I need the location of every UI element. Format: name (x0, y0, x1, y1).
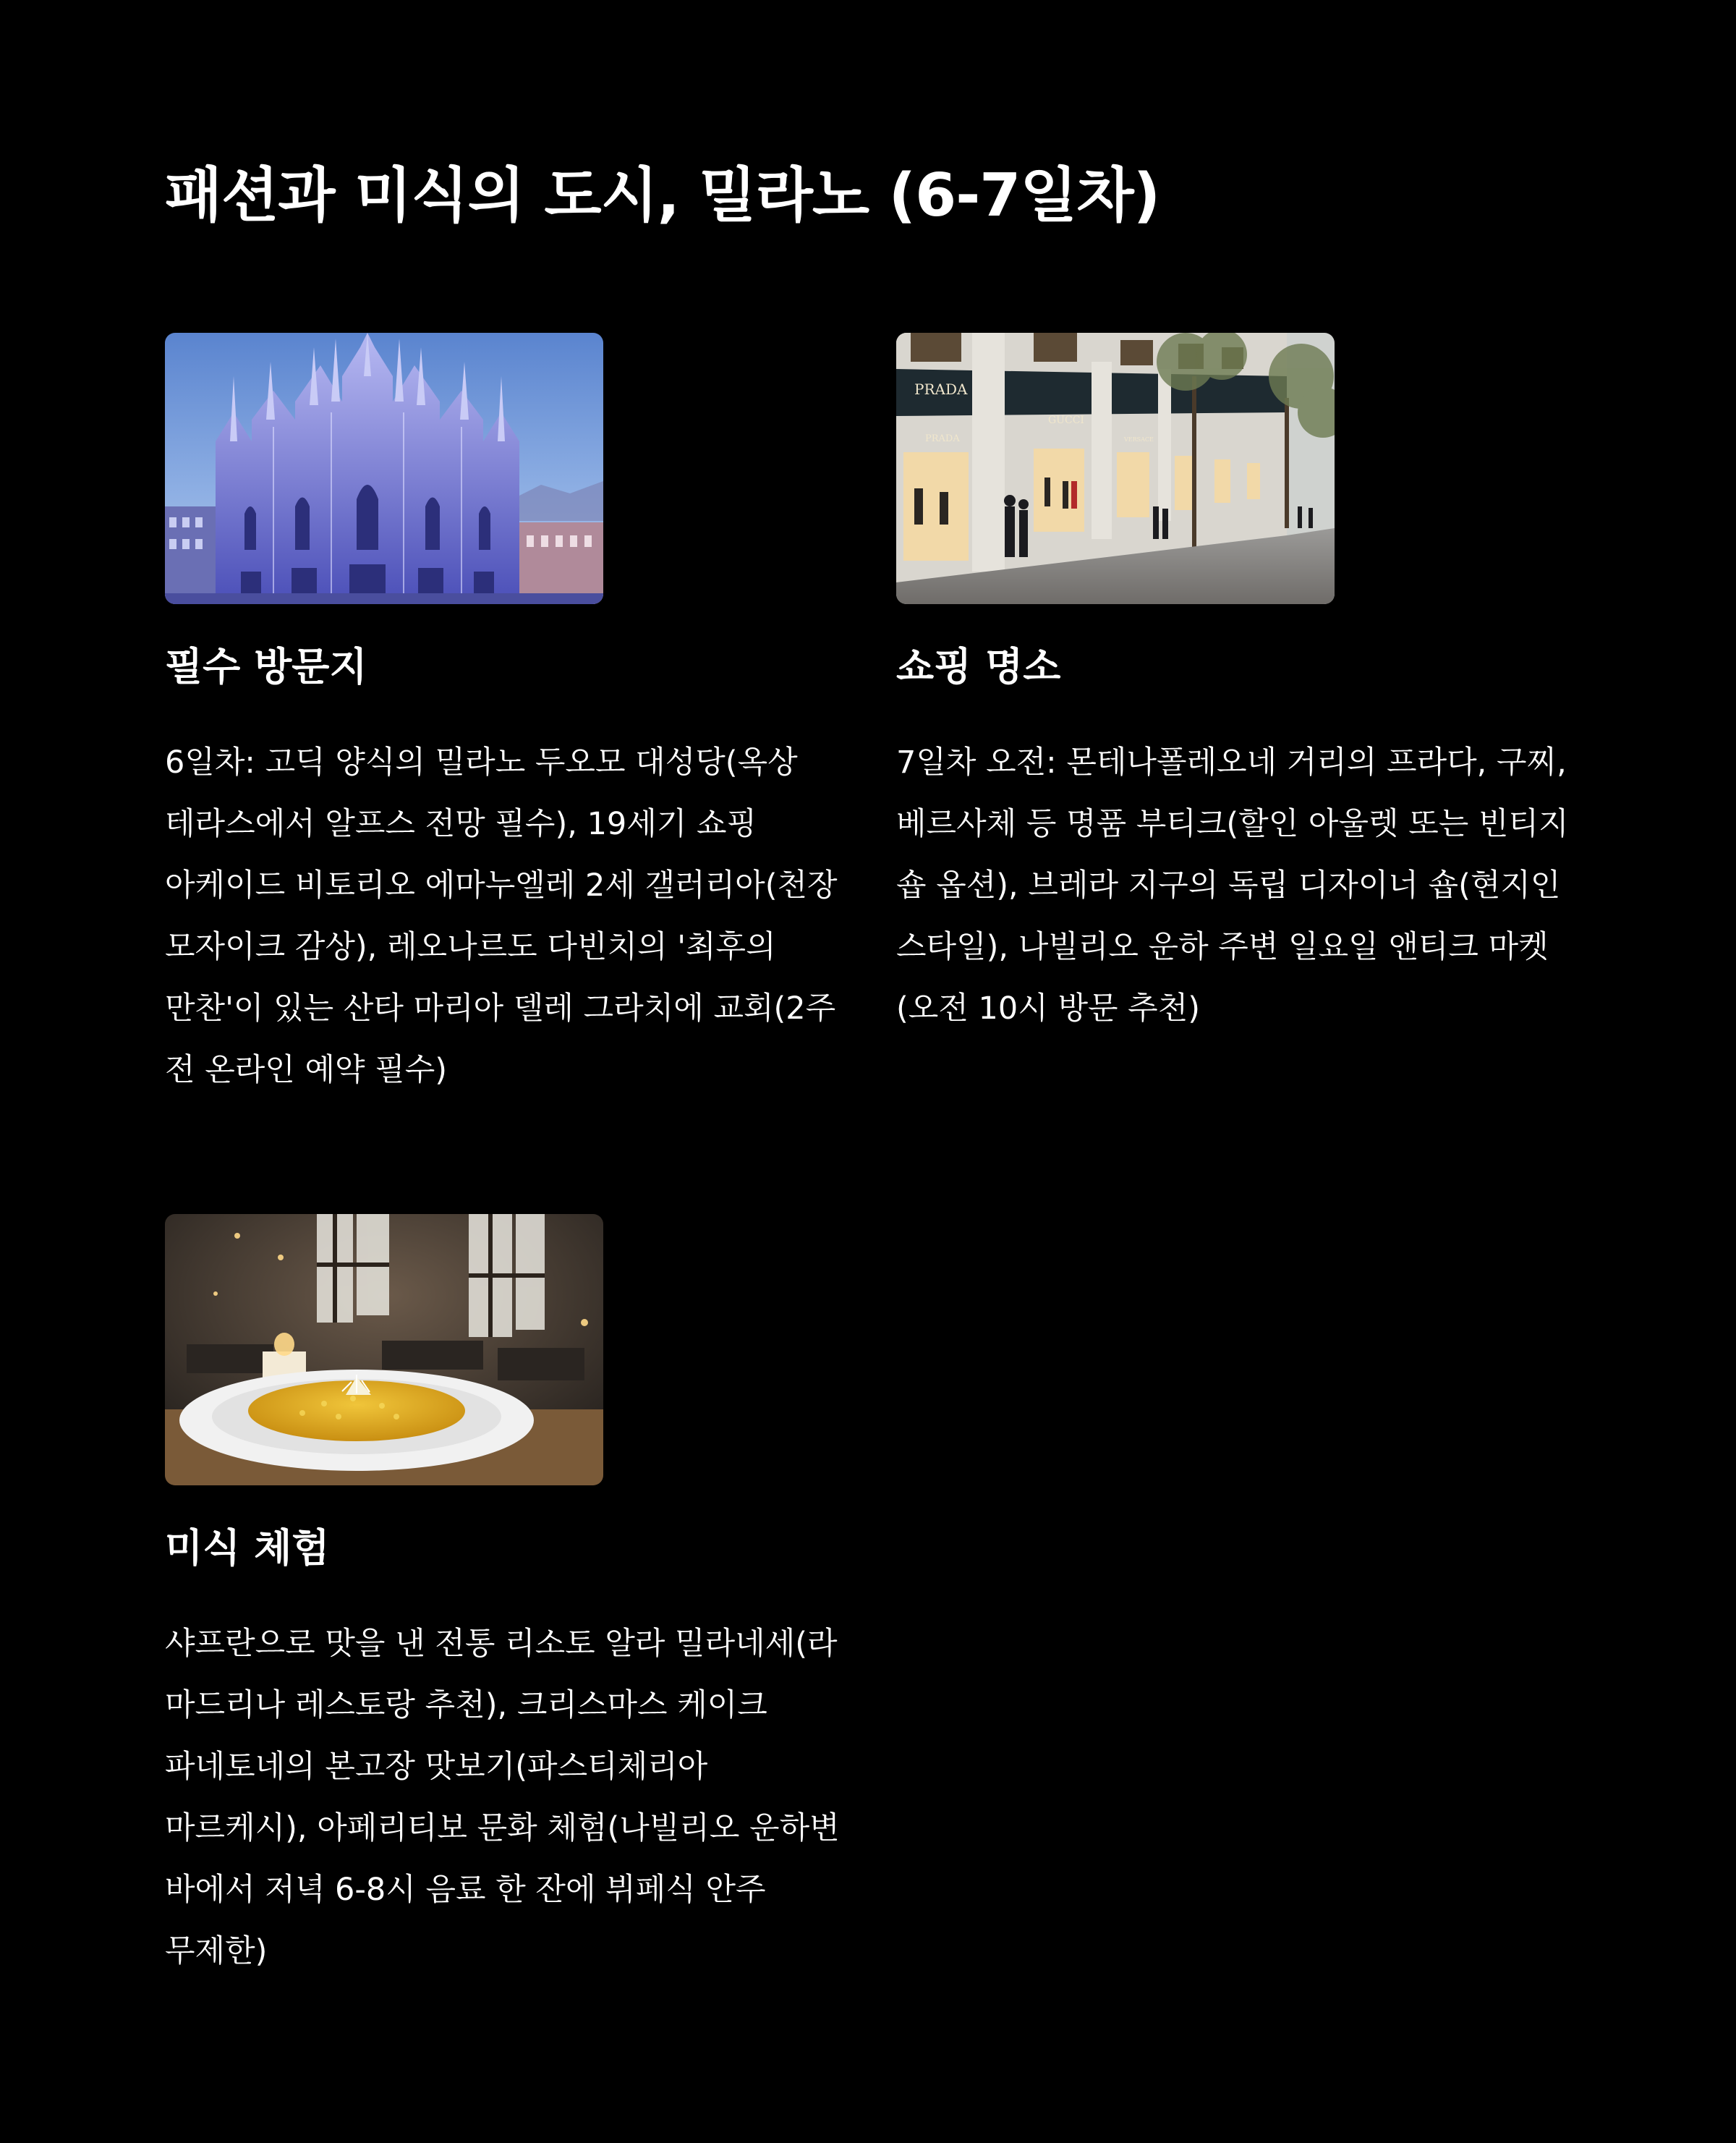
prada-sign: PRADA (914, 381, 968, 398)
card-food (165, 1214, 841, 1969)
card-shopping (896, 333, 1573, 1027)
versace-sign: VERSACE (1124, 436, 1154, 443)
page-title: 패션과 미식의 도시, 밀라노 (6-7일차) (165, 161, 1160, 230)
card-heading: 쇼핑 명소 (896, 644, 1061, 689)
card-body: 샤프란으로 맛을 낸 전통 리소토 알라 밀라네세(라 마드리나 레스토랑 추천), 크리스마스 케이크 파네토네의 본고장 맛보기(파스티체리아 마르케시), 아페리티보 문화 체험(나빌리오 운하변 바에서 저녁 6-8시 음료 한 잔에 뷔페식 안주 무제한) (165, 1626, 840, 1969)
card-heading: 필수 방문지 (165, 644, 367, 689)
card-body: 7일차 오전: 몬테나폴레오네 거리의 프라다, 구찌, 베르사체 등 명품 부티크(할인 아울렛 또는 빈티지 숍 옵션), 브레라 지구의 독립 디자이너 숍(현지인 스타일), 나빌리오 운하 주변 일요일 앤티크 마켓(오전 10시 방문 추천) (896, 744, 1569, 1027)
duomo-photo (165, 333, 603, 604)
shopping-street-photo (896, 333, 1335, 604)
risotto-photo (165, 1214, 603, 1485)
gucci-sign: GUCCI (1048, 415, 1084, 426)
prada-sign-lower: PRADA (925, 433, 960, 444)
card-body: 6일차: 고딕 양식의 밀라노 두오모 대성당(옥상 테라스에서 알프스 전망 필수), 19세기 쇼핑 아케이드 비토리오 에마누엘레 2세 갤러리아(천장 모자이크 감상), 레오나르도 다빈치의 '최후의 만찬'이 있는 산타 마리아 델레 그라치에 교회(2주 전 온라인 예약 필수) (165, 744, 838, 1088)
card-must-visit (165, 333, 841, 1088)
card-heading: 미식 체험 (165, 1525, 330, 1571)
